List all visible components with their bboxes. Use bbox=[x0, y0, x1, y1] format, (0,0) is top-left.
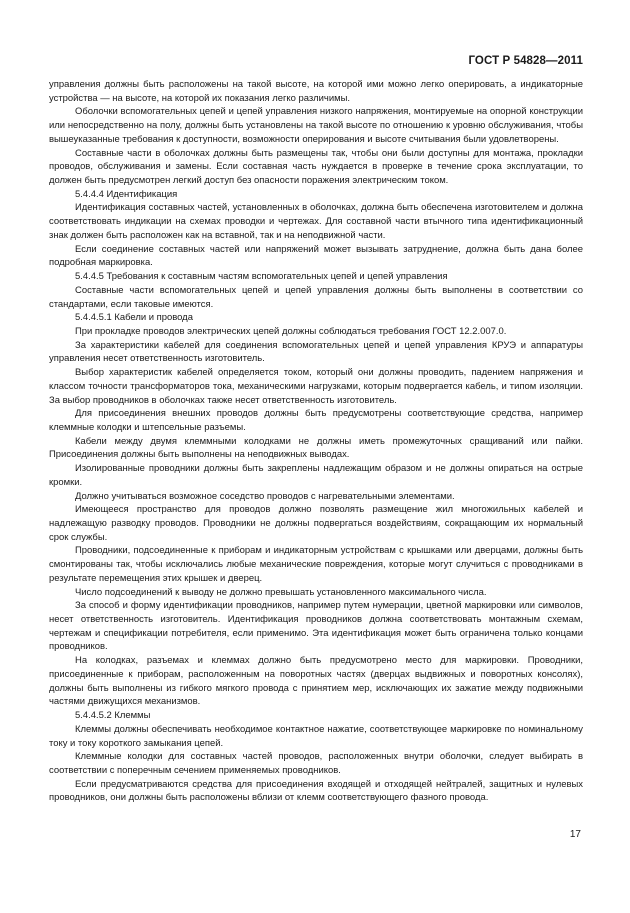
paragraph: Число подсоединений к выводу не должно превышать установленного максимального числа. bbox=[75, 586, 487, 598]
paragraph: Для присоединения внешних проводов должны быть предусмотрены соответствующие средства, например клеммные колодки и штепсельные разъемы. bbox=[49, 408, 583, 433]
section-heading: 5.4.4.5.1 Кабели и провода bbox=[75, 312, 193, 324]
paragraph: Клеммные колодки для составных частей проводов, расположенных внутри оболочки, следует выбирать в соответствии с поперечным сечением применяемых проводников. bbox=[49, 751, 583, 776]
section-heading: 5.4.4.5 Требования к составным частям вспомогательных цепей и цепей управления bbox=[75, 271, 448, 283]
paragraph: За способ и форму идентификации проводников, например путем нумерации, цветной маркировки или символов, несет ответственность изготовитель. Идентификация проводников должна соответствовать монтажным схемам, чертежам и спецификации потребителя, если применимо. Эта идентификация может быть ограничена только концами проводников. bbox=[49, 600, 583, 653]
paragraph: Должно учитываться возможное соседство проводов с нагревательными элементами. bbox=[75, 490, 455, 502]
paragraph: Если соединение составных частей или напряжений может вызывать затруднение, должна быть дана более подробная маркировка. bbox=[49, 243, 583, 269]
page-number: 17 bbox=[569, 829, 581, 840]
section-heading: 5.4.4.4 Идентификация bbox=[75, 188, 178, 200]
document-body bbox=[49, 78, 583, 805]
paragraph: Проводники, подсоединенные к приборам и индикаторным устройствам с крышками или дверцами, должны быть смонтированы так, чтобы исключались любые механические повреждения, которые могут случиться с проводниками в результате перемещения этих крышек и дверец. bbox=[49, 545, 583, 584]
document-standard-header: ГОСТ Р 54828—2011 bbox=[468, 55, 583, 67]
paragraph: Оболочки вспомогательных цепей и цепей управления низкого напряжения, монтируемые на опорной конструкции или непосредственно на полу, должны быть установлены на такой высоте по отношению к уровню обслуживания, чтобы вышеуказанные требования к доступности, возможности оперирования и высоте считывания были удовлетворены. bbox=[49, 106, 583, 145]
paragraph: За характеристики кабелей для соединения вспомогательных цепей и цепей управления КРУЭ и аппаратуры управления несет ответственность изготовитель. bbox=[49, 339, 583, 365]
paragraph: При прокладке проводов электрических цепей должны соблюдаться требования ГОСТ 12.2.007.0. bbox=[75, 325, 507, 337]
paragraph: Если предусматриваются средства для присоединения входящей и отходящей нейтралей, защитных и нулевых проводников, они должны быть расположены вблизи от клемм соответствующего фазного провода. bbox=[49, 778, 583, 804]
paragraph: Идентификация составных частей, установленных в оболочках, должна быть обеспечена изготовителем и должна соответствовать индикации на схемах проводки и чертежах. Для составной части втычного типа идентификационный знак должен быть расположен как на вставной, так и на неподвижной части. bbox=[49, 202, 583, 241]
paragraph: Клеммы должны обеспечивать необходимое контактное нажатие, соответствующее маркировке по номинальному току и току короткого замыкания цепей. bbox=[49, 723, 583, 749]
paragraph: На колодках, разъемах и клеммах должно быть предусмотрено место для маркировки. Проводники, присоединенные к приборам, расположенным на поворотных частях (дверцах выдвижных и поворотных консолях), должны быть выполнены из гибкого мягкого провода с принятием мер, исключающих их зажатие между подвижными частями движущихся механизмов. bbox=[49, 655, 583, 708]
section-heading: 5.4.4.5.2 Клеммы bbox=[75, 710, 151, 722]
paragraph: Изолированные проводники должны быть закреплены надлежащим образом и не должны опираться на острые кромки. bbox=[49, 463, 583, 488]
paragraph: Имеющееся пространство для проводов должно позволять размещение жил многожильных кабелей и надлежащую разводку проводов. Проводники не должны подвергаться воздействиям, сокращающим их нормальный срок службы. bbox=[49, 504, 583, 543]
paragraph: Выбор характеристик кабелей определяется током, который они должны проводить, падением напряжения и классом точности трансформаторов тока, механическими нагрузками, которым подвергается кабель, и типом изоляции. За выбор проводников в оболочках также несет ответственность изготовитель. bbox=[49, 367, 583, 406]
paragraph: управления должны быть расположены на такой высоте, на которой ими можно легко оперировать, а индикаторные устройства — на высоте, на которой их показания легко различимы. bbox=[49, 79, 583, 104]
paragraph: Составные части вспомогательных цепей и цепей управления должны быть выполнены в соответствии со стандартами, если таковые имеются. bbox=[49, 284, 583, 310]
paragraph: Кабели между двумя клеммными колодками не должны иметь промежуточных сращиваний или пайки. Присоединения должны быть выполнены на неподвижных выводах. bbox=[49, 435, 583, 461]
paragraph: Составные части в оболочках должны быть размещены так, чтобы они были доступны для монтажа, прокладки проводов, обслуживания и замены. Если составная часть нуждается в проверке в течение срока эксплуатации, то должен быть предусмотрен легкий доступ без опасности поражения электрическим током. bbox=[49, 147, 583, 187]
